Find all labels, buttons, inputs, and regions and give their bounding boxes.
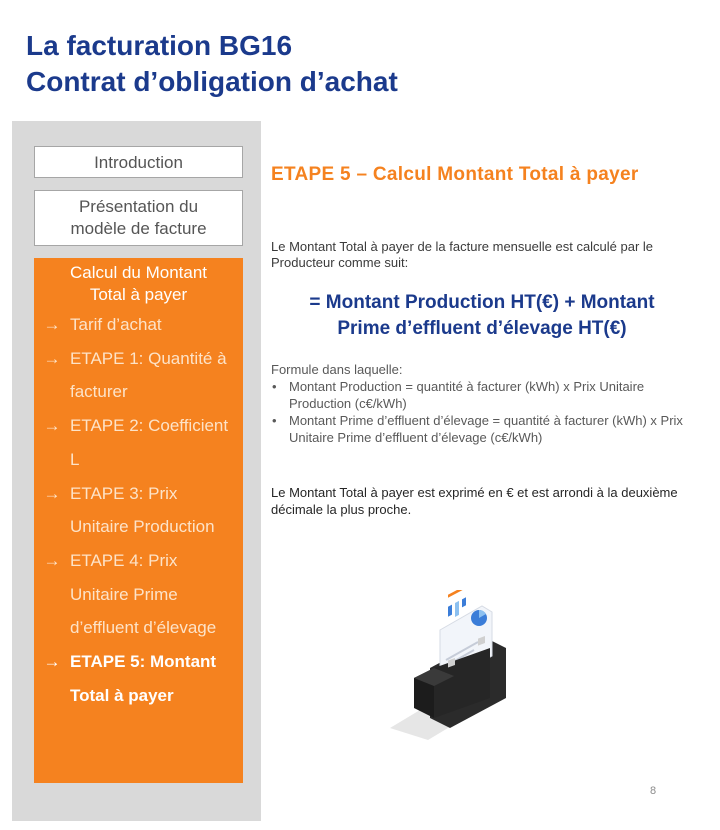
nav-total-amount-section[interactable] [34,258,243,783]
formula-intro-label: Formule dans laquelle: [271,362,403,377]
bullet-item: • Montant Production = quantité à facturer (kWh) x Prix Unitaire Production (c€/kWh) [271,378,691,412]
step-label: Tarif d’achat [70,315,162,334]
step-label: ETAPE 2: Coefficient L [70,416,229,469]
step-item-1[interactable] [34,342,243,409]
formula [270,290,694,342]
formula-bullets [271,378,691,446]
title-line-2: Contrat d’obligation d’achat [26,66,398,97]
nav-total-amount-title [34,262,243,306]
step-item-2[interactable] [34,409,243,476]
nav-invoice-model-line-1: Présentation du [78,197,199,216]
nav-introduction[interactable] [34,146,243,178]
step-item-tarif[interactable] [34,308,243,342]
formula-explanation [271,361,691,446]
nav-total-amount-title-line-2: Total à payer [89,285,188,304]
step-label: ETAPE 3: Prix Unitaire Production [70,483,215,537]
arrow-right-icon: → [43,348,61,368]
step-item-3[interactable] [34,477,243,544]
bullet-item: • Montant Prime d’effluent d’élevage = quantité à facturer (kWh) x Prix Unitaire Prime d’effluent d’élevage (c€/kWh) [271,412,691,446]
rounding-note: Le Montant Total à payer est exprimé en € et est arrondi à la deuxième décimale la plus proche. [271,485,678,517]
page-title [26,28,398,100]
step-item-5[interactable] [34,645,243,712]
arrow-right-icon: → [43,483,61,503]
intro-paragraph: Le Montant Total à payer de la facture mensuelle est calculé par le Producteur comme suit: [271,239,654,270]
title-line-1: La facturation BG16 [26,30,293,61]
step-heading: ETAPE 5 – Calcul Montant Total à payer [271,164,639,185]
nav-invoice-model-line-2: modèle de facture [70,219,207,238]
step-label: ETAPE 1: Quantité à facturer [70,348,227,402]
step-label: ETAPE 4: Prix Unitaire Prime d’effluent d’élevage [70,550,217,638]
arrow-right-icon: → [43,315,61,334]
arrow-right-icon: → [43,550,61,570]
briefcase-report-icon [378,590,528,740]
step-list [34,308,243,712]
formula-line-1: = Montant Production HT(€) + Montant [309,292,655,313]
arrow-right-icon: → [43,652,61,672]
formula-line-2: Prime d’effluent d’élevage HT(€) [337,318,627,339]
step-label: ETAPE 5: Montant Total à payer [70,652,217,705]
arrow-right-icon: → [43,416,61,436]
nav-introduction-label: Introduction [94,153,183,172]
nav-total-amount-title-line-1: Calcul du Montant [69,263,208,282]
page-number: 8 [650,785,657,797]
step-item-4[interactable] [34,544,243,645]
sidebar [12,121,261,821]
nav-invoice-model[interactable] [34,190,243,246]
